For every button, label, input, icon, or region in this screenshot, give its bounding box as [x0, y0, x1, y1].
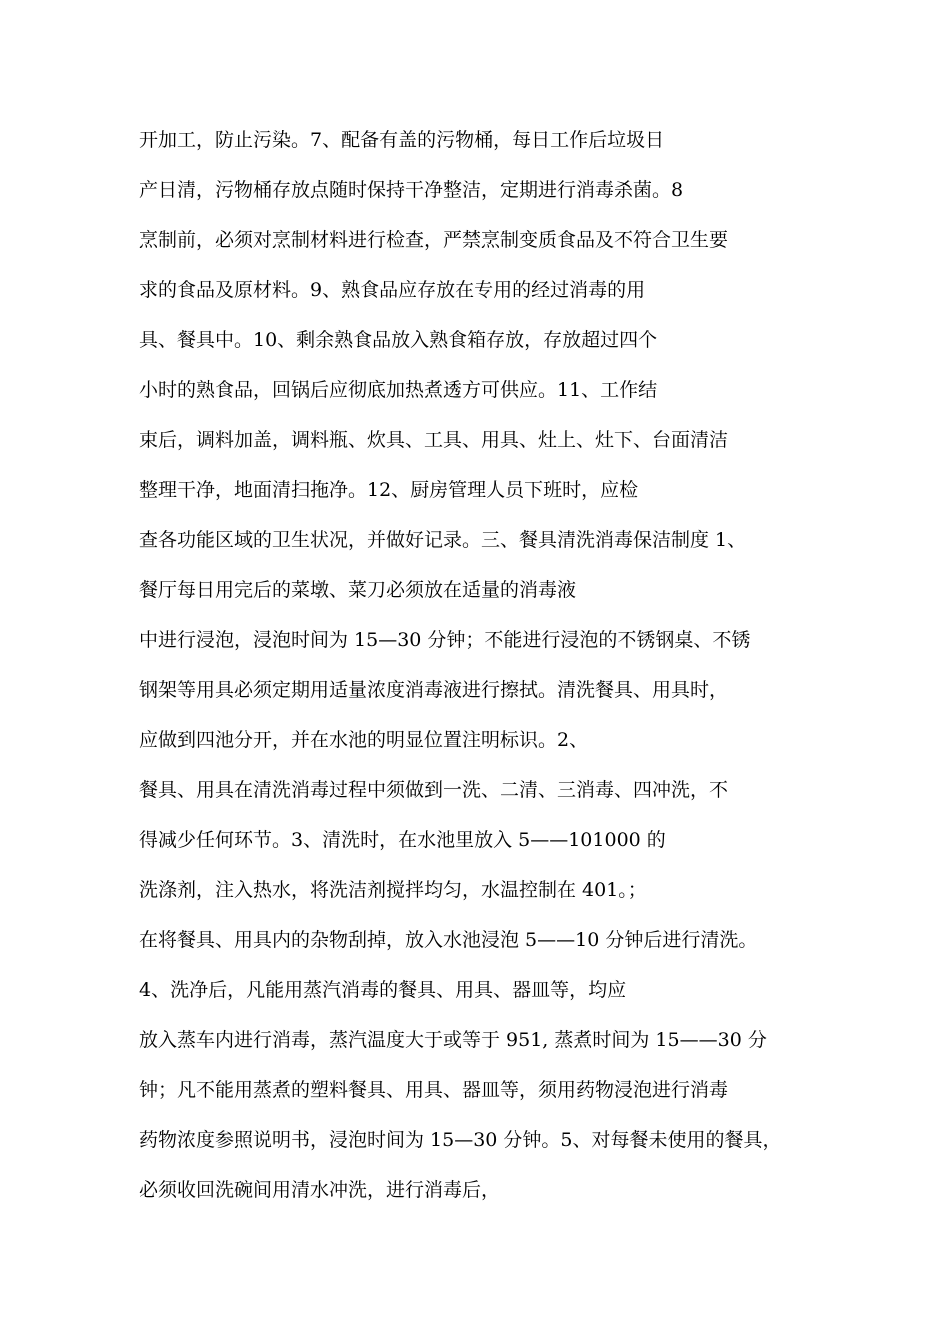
text-line: 产日清，污物桶存放点随时保持干净整洁，定期进行消毒杀菌。8 [139, 179, 684, 201]
text-line: 求的食品及原材料。9、熟食品应存放在专用的经过消毒的用 [139, 279, 646, 301]
text-line: 束后，调料加盖，调料瓶、炊具、工具、用具、灶上、灶下、台面清洁 [139, 429, 729, 451]
text-line: 小时的熟食品，回锅后应彻底加热煮透方可供应。11、工作结 [139, 379, 658, 401]
text-line: 餐具、用具在清洗消毒过程中须做到一洗、二清、三消毒、四冲洗，不 [139, 779, 729, 801]
text-line: 查各功能区域的卫生状况，并做好记录。三、餐具清洗消毒保洁制度 1、 [139, 529, 747, 551]
text-line: 在将餐具、用具内的杂物刮掉，放入水池浸泡 5——10 分钟后进行清洗。 [139, 929, 758, 951]
text-line: 放入蒸车内进行消毒，蒸汽温度大于或等于 951, 蒸煮时间为 15——30 分 [139, 1029, 767, 1051]
text-line: 钢架等用具必须定期用适量浓度消毒液进行擦拭。清洗餐具、用具时， [139, 679, 729, 701]
text-line: 开加工，防止污染。7、配备有盖的污物桶，每日工作后垃圾日 [139, 129, 665, 151]
text-line: 必须收回洗碗间用清水冲洗，进行消毒后， [139, 1179, 501, 1201]
text-line: 药物浓度参照说明书，浸泡时间为 15—30 分钟。5、对每餐未使用的餐具， [139, 1129, 782, 1151]
text-line: 得减少任何环节。3、清洗时，在水池里放入 5——101000 的 [139, 829, 666, 851]
text-line: 具、餐具中。10、剩余熟食品放入熟食箱存放，存放超过四个 [139, 329, 658, 351]
text-line: 4、洗净后，凡能用蒸汽消毒的餐具、用具、器皿等，均应 [139, 979, 627, 1001]
text-line: 钟；凡不能用蒸煮的塑料餐具、用具、器皿等，须用药物浸泡进行消毒 [139, 1079, 729, 1101]
text-line: 应做到四池分开，并在水池的明显位置注明标识。2、 [139, 729, 589, 751]
text-line: 洗涤剂，注入热水，将洗洁剂搅拌均匀，水温控制在 401。； [139, 879, 647, 901]
text-line: 中进行浸泡，浸泡时间为 15—30 分钟；不能进行浸泡的不锈钢桌、不锈 [139, 629, 751, 651]
text-line: 烹制前，必须对烹制材料进行检查，严禁烹制变质食品及不符合卫生要 [139, 229, 729, 251]
body-text [139, 122, 839, 1222]
text-line: 餐厅每日用完后的菜墩、菜刀必须放在适量的消毒液 [139, 579, 577, 601]
text-line: 整理干净，地面清扫拖净。12、厨房管理人员下班时，应检 [139, 479, 639, 501]
